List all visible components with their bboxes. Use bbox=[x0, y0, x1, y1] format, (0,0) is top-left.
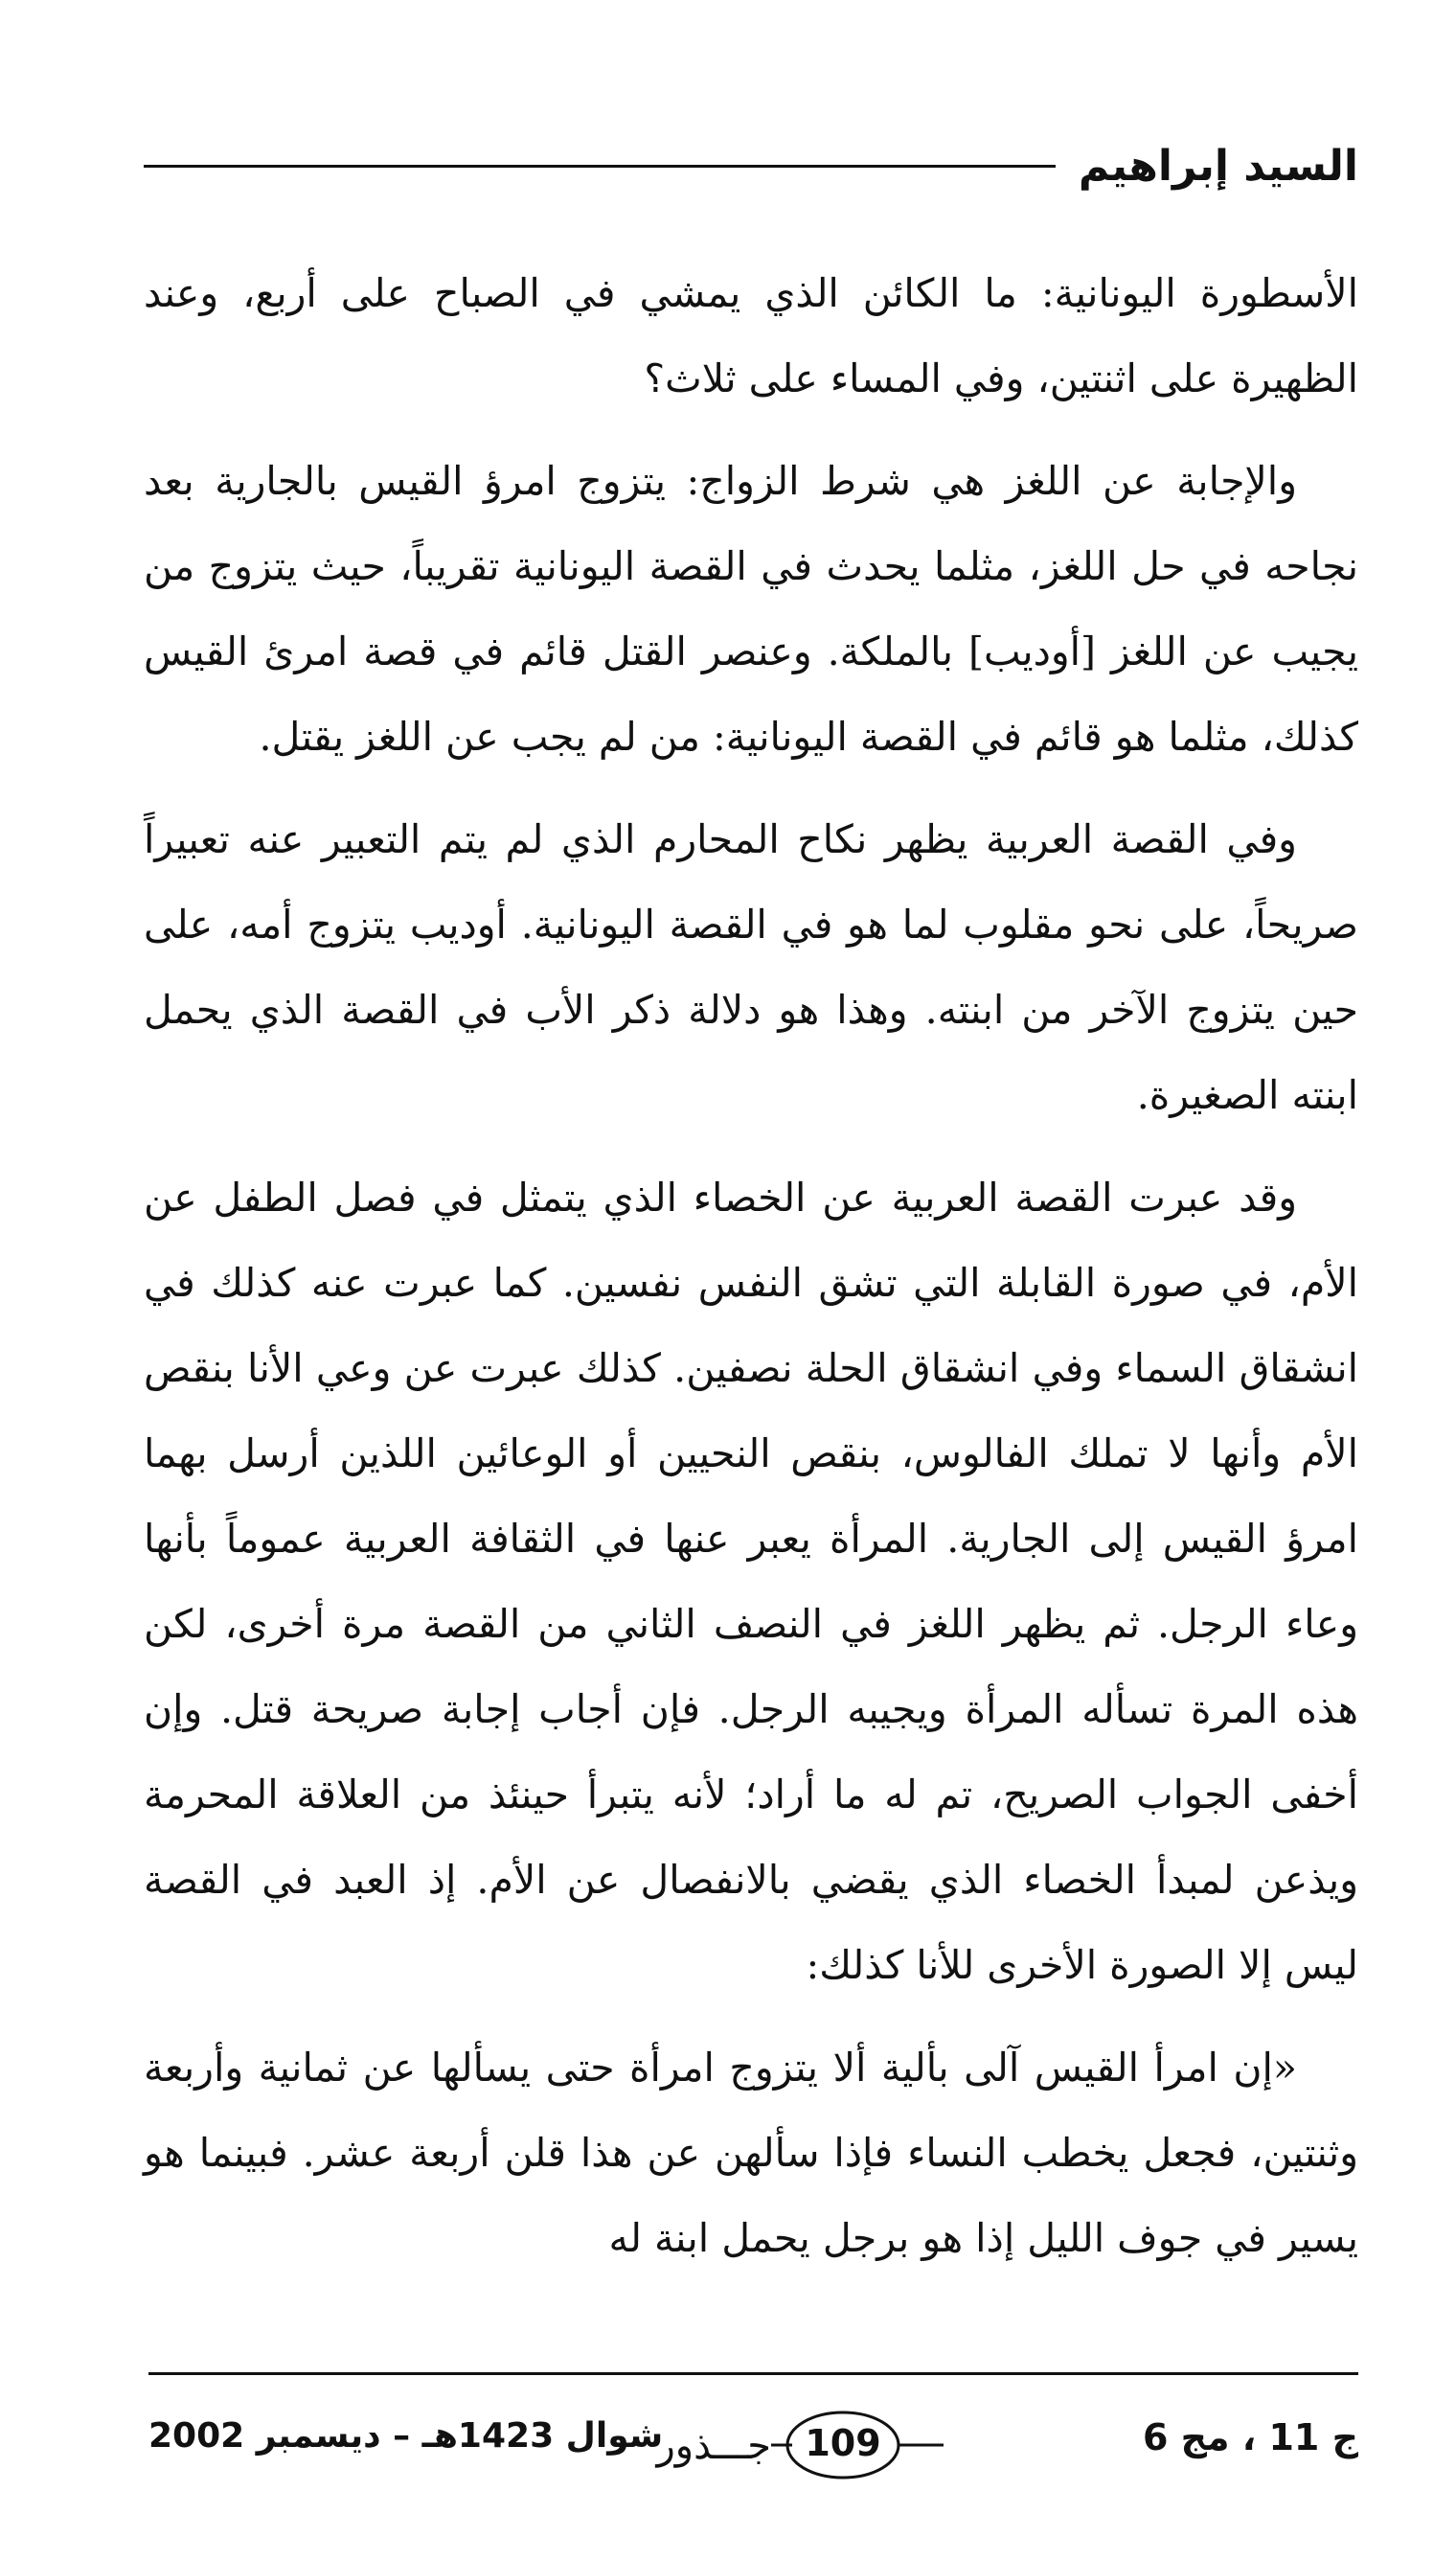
running-header bbox=[144, 123, 1358, 209]
footer-volume: ج 11 ، مج 6 bbox=[1142, 2416, 1358, 2458]
paragraph-3: وفي القصة العربية يظهر نكاح المحارم الذي لم يتم التعبير عنه تعبيراً صريحاً، على نحو مقلوب لما هو في القصة اليونانية. أوديب يتزوج أمه، على حين يتزوج الآخر من ابنته. وهذا هو دلالة ذكر الأب في القصة الذي يحمل ابنته الصغيرة. bbox=[144, 816, 1358, 1118]
footer-rule bbox=[148, 2372, 1358, 2375]
paragraph-2: والإجابة عن اللغز هي شرط الزواج: يتزوج امرؤ القيس بالجارية بعد نجاحه في حل اللغز، مثلما يحدث في القصة اليونانية تقريباً، حيث يتزوج من يجيب عن اللغز [أوديب] بالملكة. وعنصر القتل قائم في قصة امرئ القيس كذلك، مثلما هو قائم في القصة اليونانية: من لم يجب عن اللغز يقتل. bbox=[144, 458, 1358, 760]
paragraph-4: وقد عبرت القصة العربية عن الخصاء الذي يتمثل في فصل الطفل عن الأم، في صورة القابلة التي تشق النفس نفسين. كما عبرت عنه كذلك في انشقاق السماء وفي انشقاق الحلة نصفين. كذلك عبرت عن وعي الأنا بنقص الأم وأنها لا تملك الفالوس، بنقص النحيين أو الوعائين اللذين أرسل بهما امرؤ القيس إلى الجارية. المرأة يعبر عنها في الثقافة العربية عموماً بأنها وعاء الرجل. ثم يظهر اللغز في النصف الثاني من القصة مرة أخرى، لكن هذه المرة تسأله المرأة ويجيبه الرجل. فإن أجاب إجابة صريحة قتل. وإن أخفى الجواب الصريح، تم له ما أراد؛ لأنه يتبرأ حينئذ من العلاقة المحرمة ويذعن لمبدأ الخصاء الذي يقضي بالانفصال عن الأم. إذ العبد في القصة ليس إلا الصورة الأخرى للأنا كذلك: bbox=[144, 1175, 1358, 1988]
header-author: السيد إبراهيم bbox=[1078, 141, 1358, 191]
paragraph-5: «إن امرأ القيس آلى بألية ألا يتزوج امرأة حتى يسألها عن ثمانية وأربعة وثنتين، فجعل يخطب النساء فإذا سألهن عن هذا قلن أربعة عشر. فبينما هو يسير في جوف الليل إذا هو برجل يحمل ابنة له bbox=[144, 2045, 1358, 2261]
journal-name: جـــذور bbox=[656, 2424, 771, 2468]
journal-page-mark bbox=[627, 2395, 1030, 2491]
body-text bbox=[144, 251, 1358, 2298]
page-number: 109 bbox=[805, 2422, 881, 2464]
paragraph-1: الأسطورة اليونانية: ما الكائن الذي يمشي في الصباح على أربع، وعند الظهيرة على اثنتين، وفي المساء على ثلاث؟ bbox=[144, 270, 1358, 401]
footer-date: شوال 1423هـ – ديسمبر 2002 bbox=[148, 2416, 664, 2456]
header-rule bbox=[144, 165, 1056, 168]
page-footer bbox=[148, 2395, 1358, 2491]
